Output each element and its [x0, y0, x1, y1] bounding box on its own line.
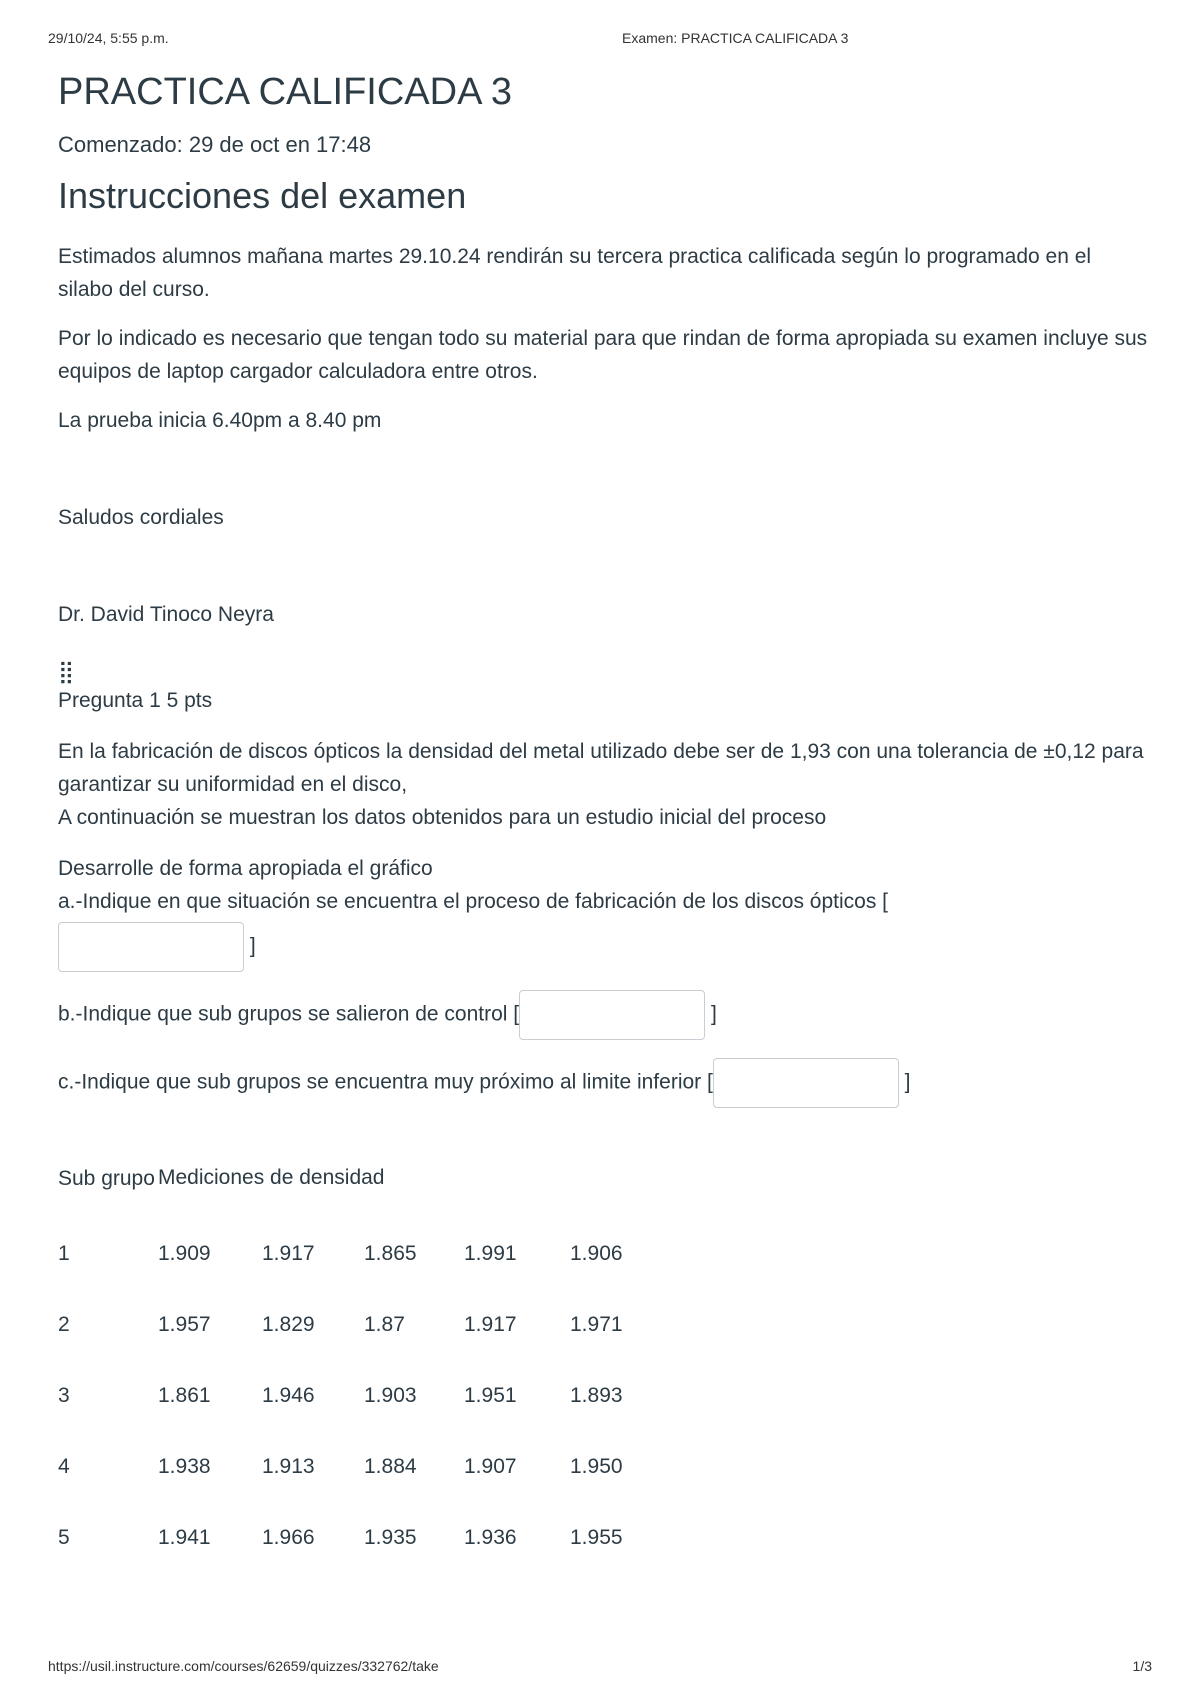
question-prompt: Desarrolle de forma apropiada el gráfico: [58, 857, 433, 880]
table-cell: 1.936: [464, 1525, 517, 1549]
instructions-signature: Dr. David Tinoco Neyra: [58, 603, 274, 626]
quiz-started-time: Comenzado: 29 de oct en 17:48: [58, 132, 372, 157]
question-c-text: c.-Indique que sub grupos se encuentra muy próximo al limite inferior [: [58, 1070, 713, 1094]
bracket-close: ]: [249, 934, 256, 958]
instructions-title: Instrucciones del examen: [58, 175, 467, 216]
answer-b-row: [58, 990, 1148, 1040]
table-row: [58, 1289, 670, 1360]
table-cell: 1.861: [158, 1383, 211, 1407]
print-footer: [48, 1658, 1152, 1678]
drag-handle-icon[interactable]: ⣿: [58, 659, 75, 684]
instructions-paragraph-1: Estimados alumnos mañana martes 29.10.24 rendirán su tercera practica calificada según lo programado en el silabo del curso.: [58, 245, 1092, 301]
table-cell: 1.955: [570, 1525, 623, 1549]
table-cell: 5: [58, 1525, 70, 1549]
table-body: [58, 1218, 670, 1573]
answer-a-input[interactable]: [58, 922, 244, 972]
question-b-text: b.-Indique que sub grupos se salieron de control [: [58, 1002, 520, 1026]
table-cell: 1.938: [158, 1454, 211, 1478]
table-cell: 1.917: [262, 1241, 315, 1265]
density-data-table: [58, 1138, 670, 1573]
table-cell: 1.966: [262, 1525, 315, 1549]
table-cell: 1.971: [570, 1312, 623, 1336]
table-cell: 1.893: [570, 1383, 623, 1407]
question-prompt-block: [58, 852, 1148, 918]
table-cell: 1.941: [158, 1525, 211, 1549]
table-cell: 1.946: [262, 1383, 315, 1407]
table-cell: 1.913: [262, 1454, 315, 1478]
table-row: [58, 1360, 670, 1431]
table-cell: 1.957: [158, 1312, 211, 1336]
instructions-paragraph-3: La prueba inicia 6.40pm a 8.40 pm: [58, 409, 382, 432]
table-cell: 1.907: [464, 1454, 517, 1478]
table-cell: 1.991: [464, 1241, 517, 1265]
table-cell: 4: [58, 1454, 70, 1478]
instructions-greeting: Saludos cordiales: [58, 506, 224, 529]
table-row: [58, 1218, 670, 1289]
print-date: 29/10/24, 5:55 p.m.: [48, 30, 169, 46]
table-cell: 2: [58, 1312, 70, 1336]
question-line-1: En la fabricación de discos ópticos la densidad del metal utilizado debe ser de 1,93 con una tolerancia de ±0,12 para garantizar su uniformidad en el disco,: [58, 740, 1144, 796]
bracket-close: ]: [710, 1002, 717, 1026]
quiz-content: [58, 66, 1148, 1573]
table-row: [58, 1431, 670, 1502]
table-cell: 3: [58, 1383, 70, 1407]
quiz-title: PRACTICA CALIFICADA 3: [58, 71, 513, 113]
print-page-number: 1/3: [1132, 1658, 1152, 1674]
table-header-row: [58, 1138, 670, 1218]
instructions-paragraph-2: Por lo indicado es necesario que tengan todo su material para que rindan de forma apropiada su examen incluye sus equipos de laptop cargador calculadora entre otros.: [58, 327, 1148, 383]
answer-a-row: [58, 922, 1148, 972]
answer-c-input[interactable]: [713, 1058, 899, 1108]
table-cell: 1.884: [364, 1454, 417, 1478]
answer-c-row: [58, 1058, 1148, 1108]
table-cell: 1.951: [464, 1383, 517, 1407]
table-cell: 1.865: [364, 1241, 417, 1265]
question-a-text: a.-Indique en que situación se encuentra el proceso de fabricación de los discos ópticos [: [58, 890, 889, 913]
print-document-title: Examen: PRACTICA CALIFICADA 3: [622, 30, 849, 46]
question-line-2: A continuación se muestran los datos obtenidos para un estudio inicial del proceso: [58, 806, 827, 829]
table-cell: 1.909: [158, 1241, 211, 1265]
table-cell: 1.87: [364, 1312, 405, 1336]
table-cell: 1.935: [364, 1525, 417, 1549]
table-cell: 1.906: [570, 1241, 623, 1265]
bracket-close: ]: [904, 1070, 911, 1094]
table-cell: 1: [58, 1241, 70, 1265]
print-header: [48, 30, 1152, 50]
answer-b-input[interactable]: [519, 990, 705, 1040]
table-cell: 1.829: [262, 1312, 315, 1336]
table-row: [58, 1502, 670, 1573]
table-cell: 1.950: [570, 1454, 623, 1478]
question-text: [58, 735, 1148, 834]
table-header-subgroup: Sub grupo: [58, 1166, 155, 1190]
table-cell: 1.903: [364, 1383, 417, 1407]
table-cell: 1.917: [464, 1312, 517, 1336]
table-header-measurements: Mediciones de densidad: [158, 1166, 385, 1189]
print-url: https://usil.instructure.com/courses/62659/quizzes/332762/take: [48, 1658, 439, 1674]
question-header: Pregunta 1 5 pts: [58, 689, 213, 712]
